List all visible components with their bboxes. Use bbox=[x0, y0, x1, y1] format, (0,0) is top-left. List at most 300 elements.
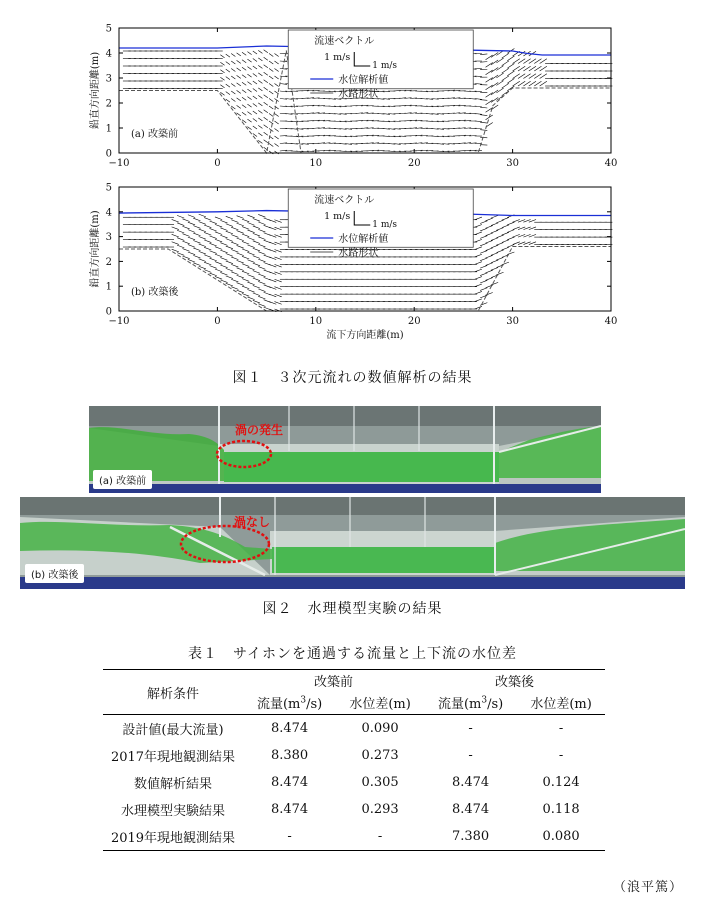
velocity-vector bbox=[486, 278, 493, 281]
velocity-vector bbox=[486, 85, 493, 90]
velocity-vector bbox=[258, 88, 262, 91]
velocity-vector bbox=[188, 230, 195, 233]
velocity-vector bbox=[242, 67, 246, 70]
velocity-vector bbox=[264, 87, 268, 90]
velocity-vector bbox=[264, 117, 268, 120]
header-condition: 解析条件 bbox=[103, 670, 243, 715]
velocity-vector bbox=[220, 77, 224, 80]
velocity-vector bbox=[242, 279, 249, 282]
velocity-vector bbox=[242, 82, 246, 85]
velocity-vector bbox=[231, 249, 238, 252]
velocity-vector bbox=[242, 52, 246, 55]
velocity-vector bbox=[215, 262, 222, 265]
velocity-vector bbox=[486, 77, 493, 82]
velocity-vector bbox=[247, 289, 254, 292]
velocity-vector bbox=[247, 104, 251, 107]
cell-condition: 数値解析結果 bbox=[133, 777, 212, 792]
velocity-vector bbox=[253, 233, 260, 236]
velocity-vector bbox=[204, 255, 211, 258]
velocity-vector bbox=[258, 267, 265, 270]
cell-diff-after: - bbox=[558, 748, 564, 763]
velocity-vector bbox=[215, 232, 222, 235]
cell-diff-before: 0.090 bbox=[361, 721, 399, 736]
velocity-vector bbox=[237, 275, 244, 278]
velocity-vector bbox=[475, 76, 482, 77]
velocity-vector bbox=[269, 114, 273, 117]
figure-2-caption: 図２ 水理模型実験の結果 bbox=[262, 601, 443, 617]
velocity-vector bbox=[253, 263, 260, 266]
velocity-vector bbox=[502, 83, 509, 88]
cell-diff-after: 0.124 bbox=[542, 775, 580, 790]
x-axis-label: 流下方向距離(m) bbox=[326, 330, 404, 341]
velocity-vector bbox=[231, 287, 238, 290]
velocity-vector bbox=[247, 89, 251, 92]
photo-before bbox=[89, 406, 601, 493]
velocity-vector bbox=[231, 84, 235, 87]
velocity-vector bbox=[188, 237, 195, 240]
velocity-vector bbox=[475, 121, 482, 122]
velocity-vector bbox=[215, 254, 222, 257]
velocity-vector bbox=[247, 282, 254, 285]
x-tick-label: 10 bbox=[309, 316, 323, 327]
y-tick-label: 2 bbox=[105, 256, 112, 268]
y-tick-label: 0 bbox=[105, 148, 112, 160]
velocity-vector bbox=[226, 92, 230, 95]
velocity-vector bbox=[274, 84, 278, 87]
velocity-vector bbox=[274, 144, 278, 147]
velocity-vector bbox=[258, 103, 262, 106]
velocity-vector bbox=[242, 294, 249, 297]
velocity-vector bbox=[491, 267, 498, 270]
legend-title: 流速ベクトル bbox=[314, 195, 375, 206]
y-tick-label: 1 bbox=[105, 281, 112, 293]
velocity-vector bbox=[226, 239, 233, 242]
velocity-vector bbox=[475, 232, 482, 235]
velocity-vector bbox=[264, 140, 268, 143]
velocity-vector bbox=[231, 61, 235, 64]
velocity-vector bbox=[491, 260, 498, 263]
velocity-vector bbox=[226, 99, 230, 102]
velocity-vector bbox=[182, 219, 189, 222]
cell-flow-after: - bbox=[468, 721, 473, 736]
velocity-vector bbox=[480, 221, 487, 224]
velocity-vector bbox=[237, 68, 241, 71]
velocity-vector bbox=[269, 99, 273, 102]
cell-condition: 2019年現地観測結果 bbox=[103, 823, 243, 851]
header-group-after: 改築後 bbox=[424, 670, 605, 691]
velocity-vector bbox=[204, 232, 211, 235]
velocity-vector bbox=[258, 244, 265, 247]
cell-flow-after: 8.474 bbox=[451, 802, 490, 817]
velocity-vector bbox=[491, 245, 498, 248]
velocity-vector bbox=[486, 218, 493, 221]
velocity-vector bbox=[193, 248, 200, 251]
velocity-vector bbox=[237, 105, 241, 108]
velocity-vector bbox=[226, 283, 233, 286]
cell-flow-after: - bbox=[468, 748, 473, 763]
velocity-vector bbox=[274, 76, 278, 79]
y-axis-label: 鉛直方向距離(m) bbox=[90, 51, 101, 130]
velocity-vector bbox=[258, 237, 265, 240]
velocity-vector bbox=[226, 224, 233, 227]
velocity-vector bbox=[220, 85, 224, 88]
velocity-vector bbox=[199, 236, 206, 239]
velocity-vector bbox=[242, 271, 249, 274]
figure-1-caption: 図１ ３次元流れの数値解析の結果 bbox=[232, 370, 473, 386]
header-diff-after: 水位差(m) bbox=[517, 690, 605, 715]
velocity-vector bbox=[204, 247, 211, 250]
velocity-vector bbox=[502, 225, 509, 228]
velocity-vector bbox=[253, 89, 257, 92]
velocity-vector bbox=[242, 60, 246, 63]
velocity-vector bbox=[177, 223, 184, 226]
velocity-vector bbox=[475, 254, 482, 257]
velocity-vector bbox=[475, 114, 482, 115]
velocity-vector bbox=[231, 264, 238, 267]
velocity-vector bbox=[172, 234, 179, 237]
velocity-vector bbox=[242, 90, 246, 93]
velocity-vector bbox=[220, 228, 227, 231]
velocity-vector bbox=[258, 259, 265, 262]
x-tick-label: 0 bbox=[214, 316, 221, 327]
legend-scale-y: 1 m/s bbox=[372, 220, 398, 230]
velocity-vector bbox=[480, 100, 487, 101]
x-tick-label: 40 bbox=[604, 316, 618, 327]
velocity-vector bbox=[486, 240, 493, 243]
velocity-vector bbox=[242, 105, 246, 108]
x-tick-label: 30 bbox=[506, 316, 519, 327]
velocity-vector bbox=[507, 237, 514, 240]
velocity-vector bbox=[264, 72, 268, 75]
cell-flow-before: 8.474 bbox=[270, 802, 309, 817]
velocity-vector bbox=[242, 219, 249, 222]
velocity-vector bbox=[247, 215, 254, 218]
velocity-vector bbox=[264, 95, 268, 98]
velocity-vector bbox=[253, 285, 260, 288]
velocity-vector bbox=[269, 61, 273, 64]
velocity-vector bbox=[486, 292, 493, 295]
no-vortex-note: 渦なし bbox=[234, 515, 271, 529]
velocity-vector bbox=[258, 274, 265, 277]
legend-scale-x: 1 m/s bbox=[324, 211, 351, 222]
velocity-vector bbox=[502, 76, 509, 81]
velocity-vector bbox=[507, 56, 514, 61]
velocity-vector bbox=[480, 251, 487, 254]
y-axis-label: 鉛直方向距離(m) bbox=[90, 210, 101, 288]
y-tick-label: 2 bbox=[105, 98, 112, 110]
velocity-vector bbox=[242, 264, 249, 267]
cell-flow-after: 7.380 bbox=[424, 823, 517, 851]
velocity-vector bbox=[226, 261, 233, 264]
y-tick-label: 3 bbox=[105, 73, 112, 85]
velocity-vector bbox=[269, 84, 273, 87]
velocity-vector bbox=[247, 59, 251, 62]
velocity-vector bbox=[231, 69, 235, 72]
velocity-vector bbox=[253, 241, 260, 244]
velocity-vector bbox=[264, 65, 268, 68]
velocity-vector bbox=[210, 228, 217, 231]
cell-condition: 設計値(最大流量) bbox=[122, 723, 224, 738]
velocity-vector bbox=[237, 60, 241, 63]
table-header-row-1 bbox=[103, 670, 605, 691]
velocity-vector bbox=[242, 256, 249, 259]
velocity-vector bbox=[237, 260, 244, 263]
cell-diff-after: - bbox=[558, 721, 564, 736]
velocity-vector bbox=[264, 125, 268, 128]
y-tick-label: 1 bbox=[105, 123, 112, 135]
velocity-vector bbox=[253, 59, 257, 62]
velocity-vector bbox=[247, 67, 251, 70]
velocity-vector bbox=[264, 57, 268, 60]
legend-water-label: 水位解析値 bbox=[338, 234, 389, 245]
x-tick-label: −10 bbox=[108, 316, 130, 327]
header-flow-after: 流量$(m^3/s)$ bbox=[424, 690, 517, 715]
legend-channel-label: 水路形状 bbox=[338, 89, 379, 100]
velocity-vector bbox=[480, 265, 487, 268]
velocity-vector bbox=[247, 223, 254, 226]
velocity-vector bbox=[274, 61, 278, 64]
velocity-vector bbox=[247, 119, 251, 122]
velocity-vector bbox=[480, 54, 487, 55]
velocity-vector bbox=[269, 69, 273, 72]
velocity-vector bbox=[486, 92, 493, 97]
velocity-vector bbox=[247, 267, 254, 270]
velocity-vector bbox=[242, 227, 249, 230]
velocity-vector bbox=[247, 112, 251, 115]
cell-flow-before: 8.474 bbox=[270, 775, 309, 790]
velocity-vector bbox=[231, 91, 235, 94]
y-tick-label: 5 bbox=[105, 23, 112, 35]
velocity-vector bbox=[258, 73, 262, 76]
velocity-vector bbox=[486, 226, 493, 229]
velocity-vector bbox=[491, 215, 498, 218]
velocity-vector bbox=[204, 262, 211, 265]
velocity-vector bbox=[220, 62, 224, 65]
velocity-vector bbox=[253, 74, 257, 77]
cell-condition: 水理模型実験結果 bbox=[120, 804, 225, 819]
velocity-vector bbox=[193, 226, 200, 229]
velocity-vector bbox=[475, 269, 482, 272]
velocity-vector bbox=[172, 227, 179, 230]
velocity-vector bbox=[253, 293, 260, 296]
header-diff-before: 水位差(m) bbox=[336, 690, 424, 715]
table-row bbox=[103, 742, 605, 769]
velocity-vector bbox=[264, 110, 268, 113]
velocity-vector bbox=[193, 255, 200, 258]
panel-label: (b) 改築後 bbox=[131, 287, 179, 298]
velocity-vector bbox=[226, 69, 230, 72]
velocity-vector bbox=[231, 99, 235, 102]
velocity-vector bbox=[215, 247, 222, 250]
velocity-vector bbox=[480, 107, 487, 108]
velocity-vector bbox=[199, 214, 206, 217]
velocity-vector bbox=[199, 251, 206, 254]
velocity-vector bbox=[486, 270, 493, 273]
plot-panel-b bbox=[0, 178, 705, 360]
velocity-vector bbox=[269, 54, 273, 57]
velocity-vector bbox=[274, 54, 278, 57]
velocity-vector bbox=[269, 76, 273, 79]
velocity-vector bbox=[274, 121, 278, 124]
velocity-vector bbox=[475, 262, 482, 265]
y-tick-label: 0 bbox=[105, 306, 112, 318]
velocity-vector bbox=[247, 260, 254, 263]
velocity-vector bbox=[507, 64, 514, 69]
velocity-vector bbox=[507, 71, 514, 76]
velocity-vector bbox=[215, 239, 222, 242]
cell-diff-before: - bbox=[336, 823, 424, 851]
author-credit: （浪平篤） bbox=[612, 880, 683, 895]
velocity-vector bbox=[220, 272, 227, 275]
velocity-vector bbox=[475, 299, 482, 302]
velocity-vector bbox=[253, 66, 257, 69]
velocity-vector bbox=[237, 253, 244, 256]
velocity-vector bbox=[231, 227, 238, 230]
velocity-vector bbox=[210, 258, 217, 261]
velocity-vector bbox=[258, 95, 262, 98]
velocity-vector bbox=[247, 275, 254, 278]
velocity-vector bbox=[491, 253, 498, 256]
cell-flow-before: 8.380 bbox=[270, 748, 309, 763]
velocity-vector bbox=[486, 100, 493, 105]
velocity-vector bbox=[204, 218, 211, 221]
velocity-vector bbox=[226, 62, 230, 65]
velocity-vector bbox=[253, 218, 260, 221]
velocity-vector bbox=[502, 240, 509, 243]
velocity-vector bbox=[258, 214, 265, 217]
y-tick-label: 5 bbox=[105, 182, 112, 194]
velocity-vector bbox=[480, 288, 487, 291]
velocity-vector bbox=[502, 247, 509, 250]
table-row bbox=[103, 715, 605, 743]
velocity-vector bbox=[502, 68, 509, 73]
figure-1 bbox=[0, 0, 705, 360]
x-tick-label: 40 bbox=[604, 158, 618, 169]
velocity-vector bbox=[258, 50, 262, 53]
panel-label: (a) 改築前 bbox=[131, 129, 178, 140]
velocity-vector bbox=[220, 70, 224, 73]
y-tick-label: 3 bbox=[105, 232, 112, 244]
velocity-vector bbox=[237, 223, 244, 226]
velocity-vector bbox=[496, 235, 503, 238]
velocity-vector bbox=[480, 303, 487, 306]
velocity-vector bbox=[231, 235, 238, 238]
velocity-vector bbox=[491, 238, 498, 241]
velocity-vector bbox=[258, 118, 262, 121]
velocity-vector bbox=[258, 281, 265, 284]
velocity-vector bbox=[264, 50, 268, 53]
x-tick-label: 0 bbox=[214, 158, 221, 169]
header-flow-before: 流量$(m^3/s)$ bbox=[243, 690, 336, 715]
velocity-vector bbox=[172, 242, 179, 245]
velocity-vector bbox=[210, 251, 217, 254]
table-row bbox=[103, 796, 605, 823]
velocity-vector bbox=[188, 252, 195, 255]
velocity-vector bbox=[226, 268, 233, 271]
legend-title: 流速ベクトル bbox=[314, 36, 375, 47]
velocity-vector bbox=[237, 75, 241, 78]
velocity-vector bbox=[480, 130, 487, 131]
cell-diff-before: 0.293 bbox=[361, 802, 399, 817]
x-tick-label: −10 bbox=[108, 158, 130, 169]
velocity-vector bbox=[247, 97, 251, 100]
vortex-present-note: 渦の発生 bbox=[235, 423, 284, 437]
velocity-vector bbox=[480, 228, 487, 231]
velocity-vector bbox=[210, 221, 217, 224]
velocity-vector bbox=[480, 122, 487, 123]
velocity-vector bbox=[475, 224, 482, 227]
cell-diff-before: 0.273 bbox=[361, 748, 399, 763]
velocity-vector bbox=[258, 289, 265, 292]
velocity-vector bbox=[226, 77, 230, 80]
velocity-vector bbox=[274, 136, 278, 139]
velocity-vector bbox=[210, 243, 217, 246]
velocity-vector bbox=[247, 237, 254, 240]
velocity-vector bbox=[502, 53, 509, 58]
velocity-vector bbox=[237, 53, 241, 56]
velocity-vector bbox=[491, 230, 498, 233]
velocity-vector bbox=[204, 240, 211, 243]
velocity-vector bbox=[253, 51, 257, 54]
velocity-vector bbox=[258, 65, 262, 68]
velocity-vector bbox=[188, 215, 195, 218]
velocity-vector bbox=[226, 216, 233, 219]
velocity-vector bbox=[258, 252, 265, 255]
velocity-vector bbox=[502, 232, 509, 235]
velocity-vector bbox=[480, 258, 487, 261]
velocity-vector bbox=[231, 257, 238, 260]
velocity-vector bbox=[182, 234, 189, 237]
velocity-vector bbox=[253, 104, 257, 107]
velocity-vector bbox=[199, 229, 206, 232]
velocity-vector bbox=[220, 250, 227, 253]
cell-diff-before: 0.305 bbox=[361, 775, 399, 790]
velocity-vector bbox=[507, 230, 514, 233]
velocity-vector bbox=[496, 228, 503, 231]
cell-condition: 2017年現地観測結果 bbox=[110, 750, 236, 765]
legend-water-label: 水位解析値 bbox=[338, 75, 389, 86]
velocity-vector bbox=[253, 81, 257, 84]
velocity-vector bbox=[215, 224, 222, 227]
velocity-vector bbox=[475, 306, 482, 309]
velocity-vector bbox=[486, 55, 493, 60]
photo-after-label: (b) 改築後 bbox=[25, 564, 84, 583]
velocity-vector bbox=[486, 263, 493, 266]
velocity-vector bbox=[231, 272, 238, 275]
velocity-vector bbox=[237, 238, 244, 241]
velocity-vector bbox=[237, 90, 241, 93]
velocity-vector bbox=[496, 272, 503, 275]
velocity-vector bbox=[177, 215, 184, 218]
velocity-vector bbox=[242, 97, 246, 100]
legend-scale-y: 1 m/s bbox=[372, 61, 398, 71]
plot-panel-a bbox=[0, 0, 705, 180]
velocity-vector bbox=[182, 249, 189, 252]
velocity-vector bbox=[177, 238, 184, 241]
velocity-vector bbox=[480, 137, 487, 138]
velocity-vector bbox=[177, 230, 184, 233]
velocity-vector bbox=[496, 257, 503, 260]
velocity-vector bbox=[247, 230, 254, 233]
velocity-vector bbox=[199, 259, 206, 262]
velocity-vector bbox=[247, 245, 254, 248]
velocity-vector bbox=[480, 62, 487, 63]
photo-before-image bbox=[89, 406, 601, 493]
velocity-vector bbox=[258, 222, 265, 225]
velocity-vector bbox=[237, 268, 244, 271]
velocity-vector bbox=[475, 291, 482, 294]
velocity-vector bbox=[237, 245, 244, 248]
